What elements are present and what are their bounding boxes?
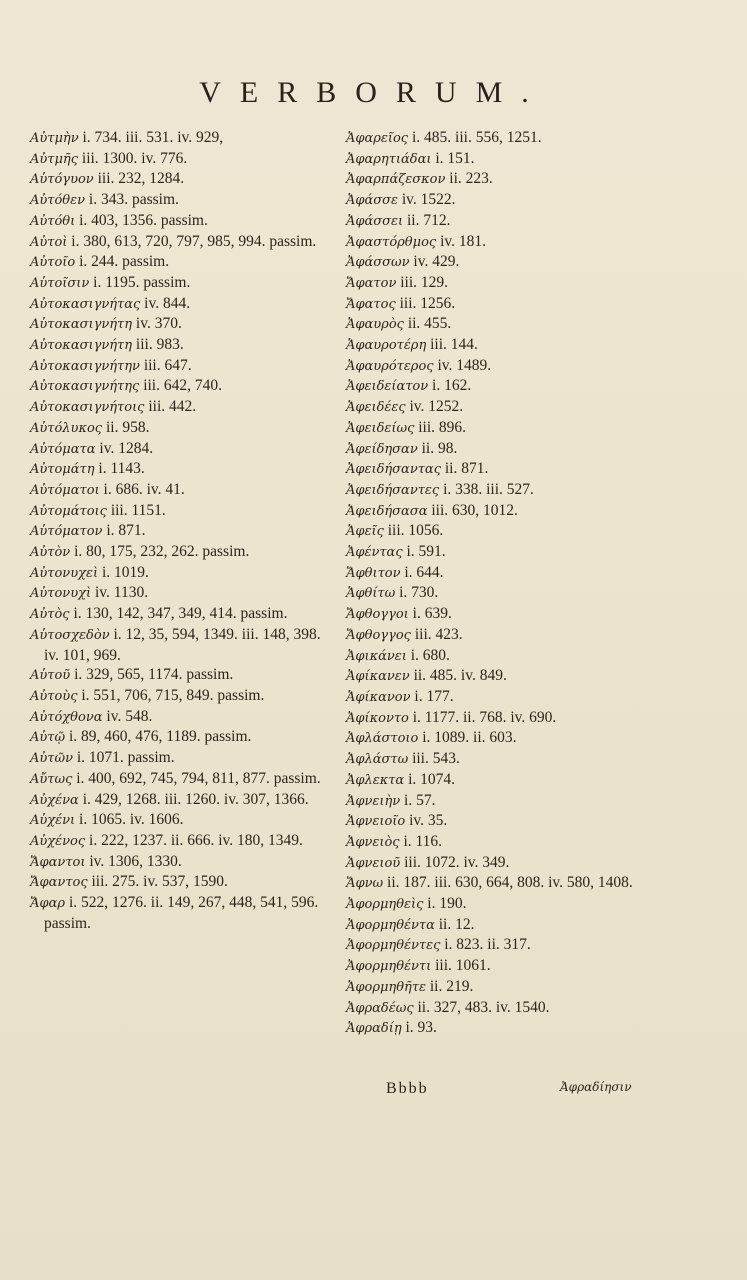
line-references: i. 1177. ii. 768. iv. 690. — [412, 708, 557, 726]
headword: Ἀφείδησαν — [346, 441, 418, 457]
line-references: iii. 983. — [135, 336, 184, 354]
line-references: i. 380, 613, 720, 797, 985, 994. passim. — [71, 232, 317, 250]
index-entry — [30, 893, 330, 933]
line-references: ii. 327, 483. iv. 1540. — [417, 998, 550, 1016]
index-entry — [346, 128, 646, 149]
index-entry — [30, 501, 330, 522]
headword: Αὐτοκασιγνήτοις — [30, 400, 145, 416]
line-references: iv. 1522. — [401, 191, 456, 209]
line-references: i. 644. — [404, 563, 444, 581]
line-references: i. 429, 1268. iii. 1260. iv. 307, 1366. — [82, 790, 309, 808]
headword: Αὐτῶν — [30, 751, 73, 767]
headword: Ἀφαυρὸς — [346, 317, 404, 333]
index-entry — [30, 480, 330, 501]
line-references: iii. 1300. iv. 776. — [81, 149, 188, 167]
index-entry — [346, 294, 646, 315]
line-references: i. 57. — [404, 791, 436, 809]
headword: Αὐτόματοι — [30, 482, 100, 498]
headword: Αὔτως — [30, 771, 73, 787]
headword: Ἀφλάστω — [346, 752, 409, 768]
headword: Ἀφειδείως — [346, 420, 415, 436]
headword: Αὐτοκασιγνήτης — [30, 379, 140, 395]
headword: Αὐτοκασιγνήτην — [30, 358, 140, 374]
index-entry — [346, 542, 646, 563]
index-entry — [346, 791, 646, 812]
headword: Ἀφορμηθῆτε — [346, 979, 426, 995]
headword: Ἀφειδέες — [346, 400, 406, 416]
line-references: i. 343. passim. — [88, 191, 179, 209]
line-references: i. 130, 142, 347, 349, 414. passim. — [73, 605, 288, 623]
headword: Ἀφνειοῦ — [346, 855, 401, 871]
index-entry — [346, 397, 646, 418]
headword: Αὐτομάτοις — [30, 503, 107, 519]
index-entry — [30, 748, 330, 769]
headword: Αὐτόθι — [30, 213, 76, 229]
headword: Αὐτονυχεὶ — [30, 565, 99, 581]
line-references: i. 871. — [106, 522, 146, 540]
index-entry — [346, 1018, 646, 1039]
headword: Ἀφλάστοιο — [346, 731, 419, 747]
index-column-right — [346, 128, 646, 1039]
index-entry — [30, 583, 330, 604]
headword: Ἀφνειὸς — [346, 834, 400, 850]
headword: Αὐτῷ — [30, 730, 66, 746]
headword: Αὐτοὶ — [30, 234, 68, 250]
headword: Αὐτμῆς — [30, 151, 79, 167]
index-entry — [346, 728, 646, 749]
headword: Ἄφαντοι — [30, 854, 86, 870]
index-entry — [346, 811, 646, 832]
line-references: ii. 712. — [406, 211, 451, 229]
headword: Αὐτοσχεδὸν — [30, 627, 110, 643]
line-references: i. 686. iv. 41. — [103, 480, 185, 498]
line-references: i. 730. — [399, 584, 439, 602]
line-references: iii. 1151. — [110, 501, 166, 519]
line-references: i. 190. — [427, 895, 467, 913]
index-entry — [346, 480, 646, 501]
headword: Ἀφνειὴν — [346, 793, 401, 809]
index-entry — [30, 149, 330, 170]
headword: Ἀφέντας — [346, 545, 403, 561]
index-entry — [30, 665, 330, 686]
index-entry — [346, 998, 646, 1019]
headword: Ἀφεῖς — [346, 524, 384, 540]
index-entry — [346, 894, 646, 915]
headword: Ἀφαρητιάδαι — [346, 151, 432, 167]
headword: Ἀφθίτω — [346, 586, 396, 602]
line-references: i. 1089. ii. 603. — [422, 729, 517, 747]
line-references: i. 244. passim. — [79, 253, 170, 271]
line-references: i. 177. — [414, 687, 454, 705]
line-references: iii. 1061. — [435, 957, 491, 975]
index-entry — [346, 853, 646, 874]
headword: Αὐτοκασιγνήτη — [30, 317, 133, 333]
line-references: iii. 1056. — [387, 522, 444, 540]
headword: Αὐτοκασιγνήτας — [30, 296, 141, 312]
headword: Αὐχένι — [30, 813, 76, 829]
line-references: i. 485. iii. 556, 1251. — [411, 129, 542, 146]
headword: Ἄφθογγος — [346, 627, 411, 643]
index-entry — [30, 376, 330, 397]
line-references: ii. 12. — [438, 915, 475, 933]
index-column-left — [30, 128, 330, 933]
index-entry — [346, 935, 646, 956]
line-references: i. 823. ii. 317. — [444, 936, 531, 954]
line-references: ii. 223. — [449, 170, 493, 188]
index-entry — [346, 439, 646, 460]
catchword: Ἀφραδίησιν — [560, 1080, 632, 1094]
line-references: iii. 647. — [143, 356, 192, 374]
line-references: iv. 1130. — [94, 584, 149, 602]
line-references: iii. 1072. iv. 349. — [404, 853, 510, 871]
line-references: iv. 429. — [413, 253, 460, 271]
line-references: i. 12, 35, 594, 1349. iii. 148, 398. iv. 101, 969. — [44, 625, 321, 664]
line-references: i. 400, 692, 745, 794, 811, 877. passim. — [76, 769, 321, 787]
index-entry — [30, 232, 330, 253]
headword: Αὐτμὴν — [30, 131, 79, 146]
headword: Αὐτόματον — [30, 524, 103, 540]
index-entry — [346, 708, 646, 729]
index-entry — [30, 397, 330, 418]
line-references: ii. 187. iii. 630, 664, 808. iv. 580, 1408. — [387, 874, 633, 892]
headword: Ἀφλεκτα — [346, 772, 405, 788]
index-entry — [346, 646, 646, 667]
index-entry — [30, 273, 330, 294]
index-entry — [30, 356, 330, 377]
headword: Αὐτοῖο — [30, 255, 76, 271]
index-entry — [30, 625, 330, 665]
line-references: iv. 1306, 1330. — [89, 852, 182, 870]
line-references: i. 116. — [403, 832, 443, 850]
headword: Ἀφάσσων — [346, 255, 410, 271]
index-entry — [346, 749, 646, 770]
line-references: iii. 275. iv. 537, 1590. — [91, 873, 228, 891]
line-references: i. 222, 1237. ii. 666. iv. 180, 1349. — [89, 831, 303, 849]
headword: Ἀφαρεῖος — [346, 131, 409, 146]
index-entry — [30, 418, 330, 439]
headword: Ἄφατον — [346, 275, 397, 291]
index-entry — [346, 459, 646, 480]
headword: Ἀφίκοντο — [346, 710, 409, 726]
line-references: iv. 1284. — [99, 439, 154, 457]
line-references: iv. 1252. — [409, 398, 464, 416]
headword: Αὐτόγυον — [30, 172, 94, 188]
index-entry — [346, 915, 646, 936]
headword: Αὐτόλυκος — [30, 420, 103, 436]
index-entry — [30, 128, 330, 149]
headword: Αὐτόχθονα — [30, 709, 103, 725]
headword: Ἀφορμηθέντι — [346, 959, 432, 975]
index-entry — [30, 294, 330, 315]
line-references: iv. 370. — [135, 315, 182, 333]
index-entry — [346, 314, 646, 335]
headword: Ἄφατος — [346, 296, 396, 312]
signature-mark: Bbbb — [386, 1080, 429, 1097]
index-entry — [346, 232, 646, 253]
line-references: i. 162. — [432, 377, 472, 395]
index-entry — [30, 872, 330, 893]
line-references: i. 1143. — [98, 460, 145, 478]
index-entry — [346, 418, 646, 439]
index-entry — [346, 273, 646, 294]
index-entry — [30, 707, 330, 728]
line-references: iv. 844. — [144, 294, 191, 312]
index-entry — [346, 501, 646, 522]
line-references: ii. 871. — [444, 460, 489, 478]
line-references: i. 338. iii. 527. — [443, 480, 534, 498]
line-references: ii. 455. — [407, 315, 452, 333]
line-references: i. 93. — [405, 1019, 437, 1037]
headword: Ἀφειδήσαντας — [346, 462, 441, 478]
index-entry — [346, 770, 646, 791]
index-entry — [30, 252, 330, 273]
headword: Αὐτοῖσιν — [30, 275, 90, 291]
line-references: iii. 1256. — [399, 294, 456, 312]
index-entry — [30, 686, 330, 707]
index-entry — [346, 956, 646, 977]
line-references: i. 1065. iv. 1606. — [79, 811, 184, 829]
line-references: iv. 1489. — [437, 356, 492, 374]
headword: Ἀφορμηθέντες — [346, 938, 441, 954]
index-entry — [30, 790, 330, 811]
line-references: ii. 219. — [429, 977, 474, 995]
line-references: iii. 630, 1012. — [431, 501, 518, 519]
line-references: i. 1019. — [101, 563, 149, 581]
headword: Ἀφειδείατον — [346, 379, 429, 395]
headword: Ἀφορμηθεὶς — [346, 897, 424, 913]
index-entry — [346, 356, 646, 377]
line-references: iii. 642, 740. — [143, 377, 222, 395]
index-entry — [30, 314, 330, 335]
index-entry — [346, 977, 646, 998]
index-entry — [30, 852, 330, 873]
line-references: i. 591. — [406, 543, 446, 561]
index-entry — [346, 625, 646, 646]
line-references: iv. 181. — [440, 232, 486, 250]
line-references: i. 329, 565, 1174. passim. — [74, 666, 234, 684]
headword: Αὐτόματα — [30, 441, 96, 457]
index-entry — [30, 211, 330, 232]
line-references: i. 1195. passim. — [93, 273, 191, 291]
running-head: VERBORUM. — [199, 76, 548, 109]
headword: Ἀφραδίῃ — [346, 1021, 402, 1037]
headword: Ἀφνειοῖο — [346, 814, 406, 830]
line-references: i. 403, 1356. passim. — [79, 211, 208, 229]
headword: Ἀφάσσε — [346, 193, 398, 209]
index-entry — [30, 335, 330, 356]
headword: Ἀφορμηθέντα — [346, 917, 435, 933]
headword: Ἄφαρ — [30, 896, 66, 912]
index-entry — [346, 149, 646, 170]
line-references: i. 89, 460, 476, 1189. passim. — [68, 728, 252, 746]
index-entry — [30, 542, 330, 563]
index-entry — [30, 439, 330, 460]
headword: Ἄφθογγοι — [346, 607, 409, 623]
line-references: iii. 232, 1284. — [97, 170, 185, 188]
headword: Αὐτὸς — [30, 607, 70, 623]
line-references: iii. 896. — [418, 418, 467, 436]
index-entry — [346, 583, 646, 604]
index-entry — [30, 521, 330, 542]
line-references: iii. 543. — [412, 750, 460, 768]
headword: Αὐτονυχὶ — [30, 586, 92, 602]
line-references: iv. 548. — [106, 707, 153, 725]
line-references: ii. 958. — [105, 418, 150, 436]
index-entry — [346, 604, 646, 625]
headword: Ἀφικάνει — [346, 648, 407, 664]
line-references: i. 551, 706, 715, 849. passim. — [81, 686, 265, 704]
index-entry — [30, 810, 330, 831]
index-entry — [346, 687, 646, 708]
index-entry — [346, 666, 646, 687]
headword: Αὐτοῦ — [30, 668, 71, 684]
index-entry — [346, 169, 646, 190]
headword: Ἀφαυροτέρη — [346, 338, 427, 354]
line-references: i. 522, 1276. ii. 149, 267, 448, 541, 596. passim. — [44, 894, 319, 932]
headword: Ἀφαστόρθμος — [346, 234, 437, 250]
headword: Αὐτόθεν — [30, 193, 86, 209]
line-references: i. 680. — [410, 646, 450, 664]
index-entry — [30, 604, 330, 625]
headword: Ἀφίκανον — [346, 689, 411, 705]
index-entry — [346, 873, 646, 894]
line-references: i. 1074. — [408, 770, 456, 788]
headword: Αὐτομάτη — [30, 462, 95, 478]
index-entry — [30, 831, 330, 852]
headword: Αὐχένος — [30, 833, 86, 849]
index-entry — [346, 832, 646, 853]
index-entry — [346, 376, 646, 397]
index-entry — [30, 459, 330, 480]
headword: Ἄφθιτον — [346, 565, 401, 581]
index-entry — [30, 727, 330, 748]
index-entry — [346, 563, 646, 584]
line-references: iii. 423. — [414, 625, 463, 643]
headword: Αὐτοκασιγνήτη — [30, 338, 133, 354]
headword: Ἀφραδέως — [346, 1000, 414, 1016]
headword: Ἀφειδήσασα — [346, 503, 428, 519]
line-references: iv. 35. — [409, 812, 448, 830]
headword: Ἄφαντος — [30, 875, 88, 891]
headword: Ἀφειδήσαντες — [346, 482, 440, 498]
headword: Ἀφαρπάζεσκον — [346, 172, 446, 188]
headword: Ἀφαυρότερος — [346, 358, 434, 374]
index-entry — [30, 169, 330, 190]
index-entry — [30, 769, 330, 790]
line-references: i. 1071. passim. — [76, 749, 175, 767]
headword: Αὐτοὺς — [30, 688, 78, 704]
index-entry — [346, 211, 646, 232]
headword: Ἄφνω — [346, 876, 384, 892]
index-entry — [30, 563, 330, 584]
line-references: iii. 144. — [430, 336, 478, 354]
index-entry — [346, 190, 646, 211]
line-references: i. 80, 175, 232, 262. passim. — [74, 543, 250, 561]
line-references: ii. 98. — [421, 439, 458, 457]
headword: Αὐχένα — [30, 792, 79, 808]
line-references: ii. 485. iv. 849. — [413, 667, 507, 685]
line-references: i. 639. — [412, 605, 452, 623]
index-entry — [346, 252, 646, 273]
line-references: i. 734. iii. 531. iv. 929, — [82, 129, 224, 146]
line-references: iii. 442. — [148, 398, 197, 416]
headword: Αὐτὸν — [30, 545, 71, 561]
line-references: i. 151. — [435, 149, 475, 167]
index-entry — [30, 190, 330, 211]
index-entry — [346, 521, 646, 542]
headword: Ἀφάσσει — [346, 213, 404, 229]
line-references: iii. 129. — [400, 273, 449, 291]
headword: Ἀφίκανεν — [346, 669, 410, 685]
index-entry — [346, 335, 646, 356]
